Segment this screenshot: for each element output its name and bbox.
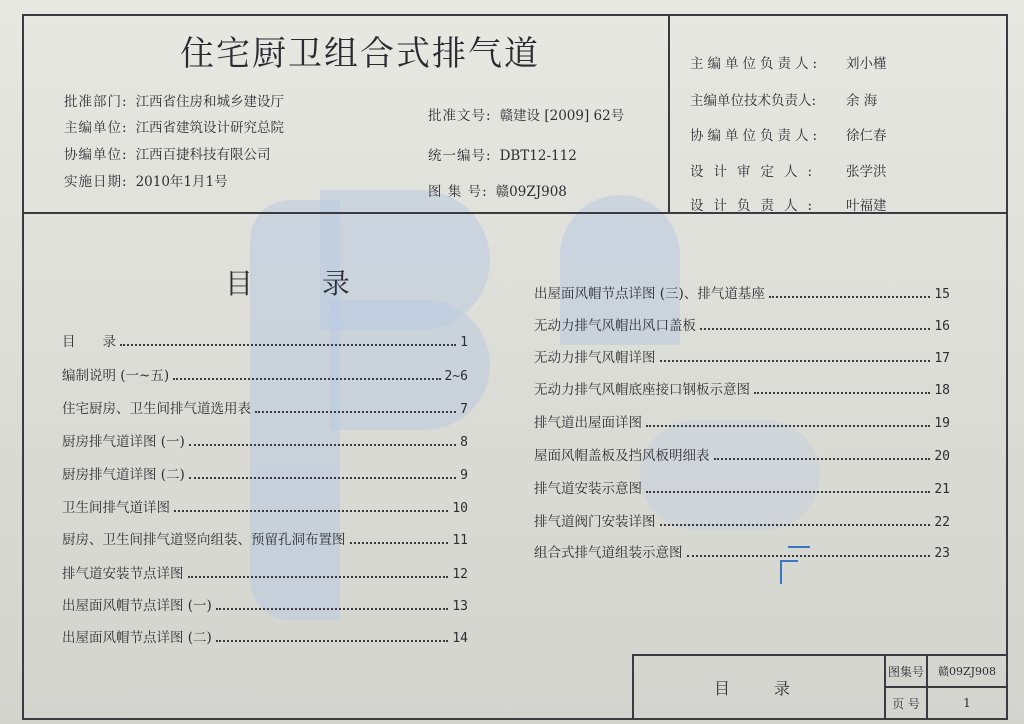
toc-entry[interactable]: 卫生间排气道详图 10 [62, 500, 468, 516]
design-reviewer-row: 设计审定人: 张学洪 [690, 164, 887, 180]
page-label: 页 号 [892, 696, 920, 711]
co-unit-director-row: 协编单位负责人: 徐仁春 [690, 128, 887, 144]
pen-mark [780, 560, 798, 562]
approval-number-row: 批准文号: 赣建设 [2009] 62号 [428, 108, 625, 124]
toc-entry[interactable]: 厨房排气道详图 (二) 9 [62, 467, 468, 483]
toc-entry[interactable]: 无动力排气风帽详图 17 [534, 350, 950, 366]
toc-entry[interactable]: 排气道安装节点详图 12 [62, 566, 468, 582]
toc-entry[interactable]: 排气道安装示意图 21 [534, 481, 950, 497]
design-lead-row: 设计负责人: 叶福建 [690, 198, 887, 214]
unified-number-row: 统一编号: DBT12-112 [428, 148, 577, 164]
toc-entry[interactable]: 厨房、卫生间排气道竖向组装、预留孔洞布置图 11 [62, 532, 468, 548]
toc-entry[interactable]: 出屋面风帽节点详图 (二) 14 [62, 630, 468, 646]
chief-editor-row: 主编单位: 江西省建筑设计研究总院 [64, 120, 285, 136]
atlas-title: 住宅厨卫组合式排气道 [180, 34, 540, 74]
approval-dept-row: 批准部门: 江西省住房和城乡建设厅 [64, 94, 285, 110]
toc-entry[interactable]: 出屋面风帽节点详图 (一) 13 [62, 598, 468, 614]
toc-entry[interactable]: 无动力排气风帽出风口盖板 16 [534, 318, 950, 334]
toc-entry[interactable]: 无动力排气风帽底座接口钢板示意图 18 [534, 382, 950, 398]
title-block [632, 654, 1006, 718]
toc-entry[interactable]: 目 录 1 [62, 334, 468, 350]
atlas-number-row: 图 集 号: 赣09ZJ908 [428, 184, 567, 200]
pen-mark [788, 546, 810, 548]
toc-heading: 目 录 [225, 267, 380, 300]
toc-entry[interactable]: 屋面风帽盖板及挡风板明细表 20 [534, 448, 950, 464]
toc-entry[interactable]: 住宅厨房、卫生间排气道选用表 7 [62, 401, 468, 417]
co-editor-row: 协编单位: 江西百捷科技有限公司 [64, 147, 271, 163]
atlas-value: 赣09ZJ908 [937, 665, 997, 678]
pen-mark [780, 560, 782, 584]
chief-unit-director-row: 主编单位负责人: 刘小槿 [690, 56, 887, 72]
chief-technical-director-row: 主编单位技术负责人: 余 海 [690, 93, 878, 109]
toc-entry[interactable]: 排气道阀门安装详图 22 [534, 514, 950, 530]
atlas-label: 图集号 [887, 664, 924, 679]
toc-entry[interactable]: 组合式排气道组装示意图 23 [534, 545, 950, 561]
toc-entry[interactable]: 排气道出屋面详图 19 [534, 415, 950, 431]
effective-date-row: 实施日期: 2010年1月1号 [64, 174, 228, 190]
header-vertical-divider [668, 14, 670, 214]
toc-entry[interactable]: 出屋面风帽节点详图 (三)、排气道基座 15 [534, 286, 950, 302]
toc-entry[interactable]: 厨房排气道详图 (一) 8 [62, 434, 468, 450]
page-value: 1 [963, 696, 971, 710]
toc-entry[interactable]: 编制说明 (一~五) 2~6 [62, 368, 468, 384]
title-block-name: 目 录 [713, 678, 804, 698]
